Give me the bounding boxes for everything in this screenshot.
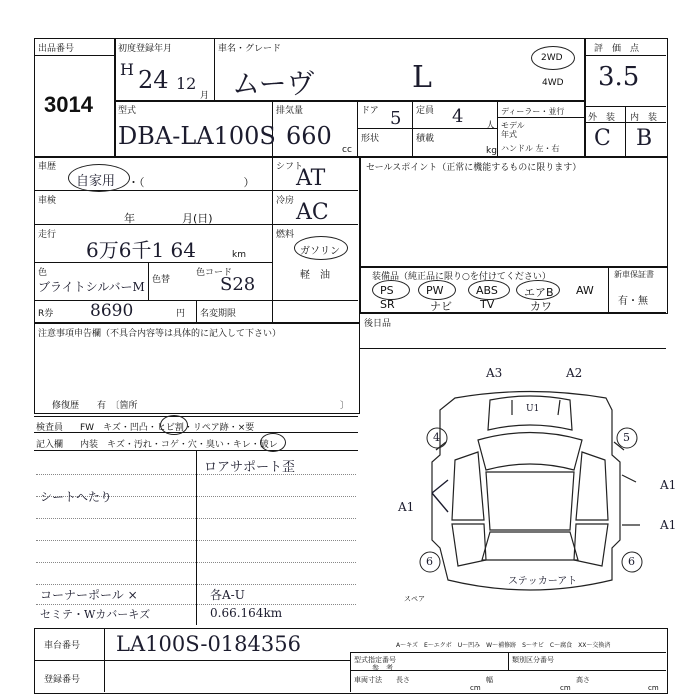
- fuel-label: 燃料: [276, 230, 295, 240]
- mileage: 6万6千1 64: [86, 238, 196, 262]
- inspection-year: 年: [124, 212, 135, 225]
- rating-label: 評 価 点: [594, 44, 640, 54]
- reg-month: 12: [176, 74, 197, 93]
- km: km: [232, 250, 246, 260]
- warranty-value: 有・無: [618, 296, 648, 307]
- color-label: 色: [38, 268, 48, 278]
- equip-sr: SR: [380, 298, 395, 311]
- inspection-label: 車検: [38, 196, 57, 206]
- disp-label: 排気量: [276, 106, 304, 116]
- lot-no: 3014: [44, 92, 93, 117]
- history-value: 自家用: [76, 174, 116, 189]
- first-reg-label: 初度登録年月: [118, 44, 173, 54]
- fuel-gas: ガソリン: [300, 246, 340, 257]
- door: 5: [390, 108, 402, 129]
- dealer-label: ディーラー・並行: [501, 107, 565, 116]
- kg: kg: [486, 146, 497, 156]
- cc: cc: [342, 145, 352, 155]
- name-change-label: 名変期限: [200, 309, 237, 319]
- damage-a1-left: A1: [398, 500, 415, 514]
- drive-2wd: 2WD: [541, 53, 563, 63]
- shift: AT: [296, 166, 326, 191]
- inspect-items: FW キズ・凹凸・ヒビ割・リペア跡・×要: [80, 423, 255, 433]
- note-mileage: 0.66.164km: [210, 606, 283, 620]
- note-wheel-cover: セミテ・Wカバーキズ: [40, 608, 151, 621]
- handle-label: ハンドル 左・右: [501, 144, 560, 153]
- car-name: ムーヴ: [232, 67, 315, 100]
- reg-year: 24: [138, 66, 169, 94]
- note-each-a-u: 各A-U: [210, 588, 245, 602]
- equip-airbag: エアB: [524, 286, 554, 299]
- designation-label: 型式指定番号: [354, 656, 396, 664]
- color-change: 色替: [152, 275, 171, 285]
- panel-4: 4: [433, 431, 440, 444]
- capacity: 4: [452, 106, 464, 127]
- caution-label: 注意事項申告欄（不具合内容等は具体的に記入して下さい）: [38, 329, 282, 339]
- dims-label: 車両寸法: [354, 676, 382, 684]
- recycle-value: 8690: [90, 301, 134, 321]
- height-label: 高さ: [576, 676, 590, 684]
- era: H: [120, 60, 134, 79]
- shift-label: シフト: [276, 162, 304, 172]
- chassis-no: LA100S-0184356: [116, 632, 301, 656]
- model-label: 型式: [118, 106, 137, 116]
- equip-navi: ナビ: [430, 300, 452, 313]
- equip-leather: カワ: [530, 300, 552, 313]
- ext-label: 外 装: [588, 113, 616, 123]
- note-lower-support: ロアサポート歪: [204, 460, 296, 475]
- inspect-label: 検査員: [36, 423, 64, 433]
- int-label: 内 装: [630, 113, 658, 123]
- car-name-label: 車名・グレード: [218, 44, 282, 54]
- damage-a1-right-bottom: A1: [660, 518, 677, 532]
- panel-6-left: 6: [426, 555, 433, 568]
- equip-abs: ABS: [476, 284, 498, 297]
- inspection-month: 月(日): [182, 212, 213, 225]
- shape-label: 形状: [361, 134, 380, 144]
- recycle-label: R券: [38, 309, 54, 319]
- color-code: S28: [220, 274, 256, 295]
- model: DBA-LA100S: [118, 122, 276, 150]
- panel-5: 5: [623, 431, 630, 444]
- equip-tv: TV: [480, 298, 495, 311]
- grade: L: [412, 60, 432, 95]
- cm-1: cm: [470, 684, 481, 692]
- model-year-label: モデル年式: [501, 121, 525, 139]
- cm-3: cm: [648, 684, 659, 692]
- int-grade: B: [636, 126, 653, 151]
- drive-4wd: 4WD: [542, 78, 564, 88]
- history-rest: ・（ ）: [128, 176, 255, 189]
- width-label: 幅: [486, 676, 493, 684]
- yen: 円: [176, 309, 186, 319]
- cm-2: cm: [560, 684, 571, 692]
- entry-label: 記入欄: [36, 440, 64, 450]
- note-corner-pole: コーナーポール ×: [40, 588, 138, 602]
- entry-items: 内装 キズ・汚れ・コゲ・穴・臭い・キレ・破レ: [80, 440, 278, 450]
- disp: 660: [286, 122, 332, 150]
- equip-pw: PW: [426, 284, 444, 297]
- damage-u1: U1: [526, 404, 540, 414]
- sales-point-label: セールスポイント（正常に機能するものに限ります）: [366, 163, 582, 173]
- damage-legend: A～キズ E～エクボ U～凹み W～補修跡 S～サビ C～腐食 XX～交換済: [396, 642, 611, 649]
- reg-label: 登録番号: [44, 675, 81, 685]
- damage-a2: A2: [566, 366, 583, 380]
- color-value: ブライトシルバーM: [38, 280, 145, 294]
- door-label: ドア: [361, 106, 379, 116]
- repair-label: 修復歴 有 〔箇所: [52, 401, 138, 411]
- ext-grade: C: [594, 126, 611, 151]
- category-label: 類別区分番号: [512, 656, 554, 664]
- color-code-label: 色コード: [196, 268, 233, 278]
- ac: AC: [296, 200, 329, 225]
- chassis-label: 車台番号: [44, 641, 81, 651]
- equip-aw: AW: [576, 284, 594, 297]
- rating: 3.5: [598, 62, 640, 92]
- lot-no-label: 出品番号: [38, 44, 75, 54]
- warranty-label: 新車保証書: [614, 270, 654, 279]
- month-unit: 月: [200, 91, 210, 101]
- repair-close: 〕: [340, 401, 350, 411]
- persons: 人: [486, 121, 496, 131]
- panel-6-right: 6: [628, 555, 635, 568]
- load-label: 積載: [416, 134, 435, 144]
- length-label: 長さ: [396, 676, 410, 684]
- history-label: 車歴: [38, 162, 57, 172]
- rear-seat-label: 後日品: [364, 319, 392, 329]
- ac-label: 冷房: [276, 196, 295, 206]
- damage-a1-right-top: A1: [660, 478, 677, 492]
- damage-a3: A3: [486, 366, 503, 380]
- sticker-mark: ステッカーアト: [508, 576, 578, 587]
- equip-ps: PS: [380, 284, 394, 297]
- note-seat-sag: シートへたり: [40, 490, 113, 504]
- equipment-label: 装備品（純正品に限り○を付けてください）: [372, 272, 551, 282]
- fuel-light: 軽 油: [300, 270, 330, 281]
- mileage-label: 走行: [38, 230, 57, 240]
- ref-label: 参 考: [372, 664, 393, 672]
- spare-label: スペア: [404, 595, 425, 603]
- capacity-label: 定員: [416, 106, 435, 116]
